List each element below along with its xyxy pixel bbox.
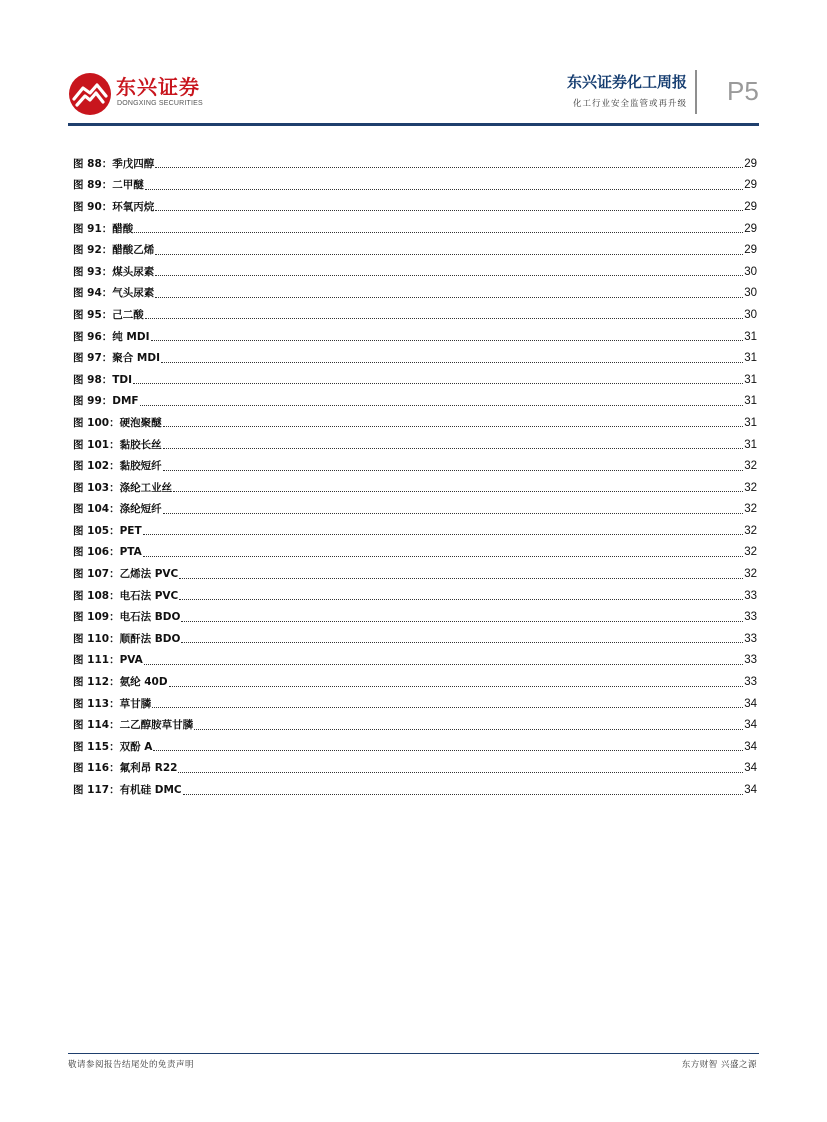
toc-entry-page: 33 [744, 654, 757, 667]
report-subtitle: 化工行业安全监管或再升级 [572, 99, 687, 109]
toc-entry-label: 图 111：PVA [73, 654, 143, 667]
dot-leader [143, 534, 744, 535]
toc-entry-page: 34 [744, 740, 757, 753]
toc-entry-label: 图 90：环氧丙烷 [73, 200, 155, 213]
page-header [0, 0, 827, 130]
toc-entry[interactable] [73, 455, 757, 477]
dot-leader [151, 340, 744, 341]
toc-entry[interactable] [73, 736, 757, 758]
toc-entry[interactable] [73, 693, 757, 715]
toc-entry[interactable] [73, 218, 757, 240]
toc-entry[interactable] [73, 779, 757, 801]
dot-leader [155, 275, 743, 276]
dot-leader [155, 210, 743, 211]
page-number: P5 [727, 76, 759, 106]
toc-entry[interactable] [73, 671, 757, 693]
toc-entry-page: 33 [744, 676, 757, 689]
dot-leader [152, 707, 743, 708]
dot-leader [181, 642, 743, 643]
toc-entry-page: 32 [744, 460, 757, 473]
dot-leader [178, 772, 743, 773]
toc-entry[interactable] [73, 196, 757, 218]
toc-entry-page: 29 [744, 179, 757, 192]
toc-entry-label: 图 89：二甲醚 [73, 179, 144, 192]
toc-entry-label: 图 116：氟利昂 R22 [73, 762, 178, 775]
toc-entry[interactable] [73, 758, 757, 780]
dot-leader [161, 362, 743, 363]
dot-leader [179, 599, 743, 600]
toc-entry[interactable] [73, 347, 757, 369]
toc-entry-page: 34 [744, 697, 757, 710]
toc-entry[interactable] [73, 391, 757, 413]
dot-leader [155, 297, 743, 298]
toc-entry[interactable] [73, 520, 757, 542]
toc-entry-label: 图 112：氨纶 40D [73, 676, 168, 689]
dot-leader [134, 232, 743, 233]
toc-entry-label: 图 109：电石法 BDO [73, 611, 181, 624]
toc-entry-page: 31 [744, 438, 757, 451]
figure-list [73, 153, 757, 801]
toc-entry-page: 33 [744, 611, 757, 624]
toc-entry-label: 图 92：醋酸乙烯 [73, 244, 155, 257]
toc-entry-label: 图 117：有机硅 DMC [73, 784, 182, 797]
dot-leader [179, 578, 743, 579]
dot-leader [163, 470, 744, 471]
toc-entry[interactable] [73, 563, 757, 585]
header-divider [695, 70, 697, 114]
toc-entry-label: 图 96：纯 MDI [73, 330, 150, 343]
toc-entry-label: 图 88：季戊四醇 [73, 157, 155, 170]
dot-leader [133, 383, 743, 384]
toc-entry-label: 图 104：涤纶短纤 [73, 503, 162, 516]
dot-leader [183, 794, 744, 795]
toc-entry-page: 32 [744, 524, 757, 537]
toc-entry-page: 29 [744, 222, 757, 235]
toc-entry[interactable] [73, 499, 757, 521]
toc-entry-page: 32 [744, 546, 757, 559]
dot-leader [163, 448, 744, 449]
footer-slogan: 东方财智 兴盛之源 [681, 1060, 757, 1070]
brand-name-en: DONGXING SECURITIES [117, 100, 203, 107]
toc-entry-page: 33 [744, 589, 757, 602]
toc-entry[interactable] [73, 239, 757, 261]
toc-entry[interactable] [73, 283, 757, 305]
toc-entry-label: 图 100：硬泡聚醚 [73, 416, 162, 429]
toc-entry-label: 图 105：PET [73, 524, 142, 537]
toc-entry[interactable] [73, 175, 757, 197]
toc-entry[interactable] [73, 153, 757, 175]
dot-leader [145, 318, 743, 319]
toc-entry-page: 32 [744, 503, 757, 516]
toc-entry-label: 图 107：乙烯法 PVC [73, 568, 179, 581]
brand-name-cn: 东兴证券 [116, 75, 200, 99]
dot-leader [163, 513, 744, 514]
toc-entry-page: 29 [744, 157, 757, 170]
toc-entry-label: 图 115：双酚 A [73, 740, 153, 753]
toc-entry[interactable] [73, 650, 757, 672]
toc-entry-page: 32 [744, 568, 757, 581]
toc-entry[interactable] [73, 369, 757, 391]
dot-leader [155, 254, 743, 255]
dot-leader [145, 189, 743, 190]
toc-entry-page: 30 [744, 287, 757, 300]
toc-entry-page: 29 [744, 244, 757, 257]
toc-entry-label: 图 95：己二酸 [73, 308, 144, 321]
toc-entry-page: 33 [744, 632, 757, 645]
toc-entry-label: 图 94：气头尿素 [73, 287, 155, 300]
toc-entry-label: 图 97：聚合 MDI [73, 352, 160, 365]
toc-entry-label: 图 98：TDI [73, 373, 133, 386]
dot-leader [153, 750, 743, 751]
toc-entry-label: 图 91：醋酸 [73, 222, 134, 235]
toc-entry-page: 34 [744, 719, 757, 732]
dot-leader [163, 426, 744, 427]
disclaimer-note: 敬请参阅报告结尾处的免责声明 [68, 1060, 195, 1070]
toc-entry-page: 30 [744, 308, 757, 321]
toc-entry-page: 31 [744, 352, 757, 365]
toc-entry-label: 图 110：顺酐法 BDO [73, 632, 181, 645]
toc-entry-label: 图 101：黏胶长丝 [73, 438, 162, 451]
toc-entry-page: 29 [744, 200, 757, 213]
toc-entry-label: 图 113：草甘膦 [73, 697, 152, 710]
toc-entry-page: 31 [744, 416, 757, 429]
toc-entry[interactable] [73, 304, 757, 326]
toc-entry-label: 图 93：煤头尿素 [73, 265, 155, 278]
dongxing-logo-icon [68, 72, 112, 116]
toc-entry-page: 31 [744, 395, 757, 408]
toc-entry-page: 34 [744, 784, 757, 797]
dot-leader [143, 556, 743, 557]
header-rule [68, 123, 759, 126]
toc-entry-label: 图 108：电石法 PVC [73, 589, 179, 602]
dot-leader [181, 621, 743, 622]
toc-entry-label: 图 103：涤纶工业丝 [73, 481, 173, 494]
dot-leader [173, 491, 743, 492]
toc-entry[interactable] [73, 542, 757, 564]
toc-entry-page: 31 [744, 373, 757, 386]
toc-entry[interactable] [73, 326, 757, 348]
toc-entry-page: 30 [744, 265, 757, 278]
toc-entry-page: 34 [744, 762, 757, 775]
dot-leader [155, 167, 743, 168]
toc-entry-label: 图 106：PTA [73, 546, 142, 559]
toc-entry[interactable] [73, 261, 757, 283]
toc-entry[interactable] [73, 628, 757, 650]
toc-entry[interactable] [73, 714, 757, 736]
report-title: 东兴证券化工周报 [566, 73, 687, 91]
footer-rule [68, 1053, 759, 1054]
toc-entry-page: 31 [744, 330, 757, 343]
dot-leader [140, 405, 744, 406]
toc-entry-label: 图 99：DMF [73, 395, 139, 408]
toc-entry-label: 图 114：二乙醇胺草甘膦 [73, 719, 194, 732]
toc-entry-page: 32 [744, 481, 757, 494]
toc-entry[interactable] [73, 585, 757, 607]
dot-leader [144, 664, 743, 665]
dot-leader [194, 729, 743, 730]
toc-entry-label: 图 102：黏胶短纤 [73, 460, 162, 473]
toc-entry[interactable] [73, 606, 757, 628]
toc-entry[interactable] [73, 412, 757, 434]
dot-leader [169, 686, 744, 687]
toc-entry[interactable] [73, 477, 757, 499]
toc-entry[interactable] [73, 434, 757, 456]
